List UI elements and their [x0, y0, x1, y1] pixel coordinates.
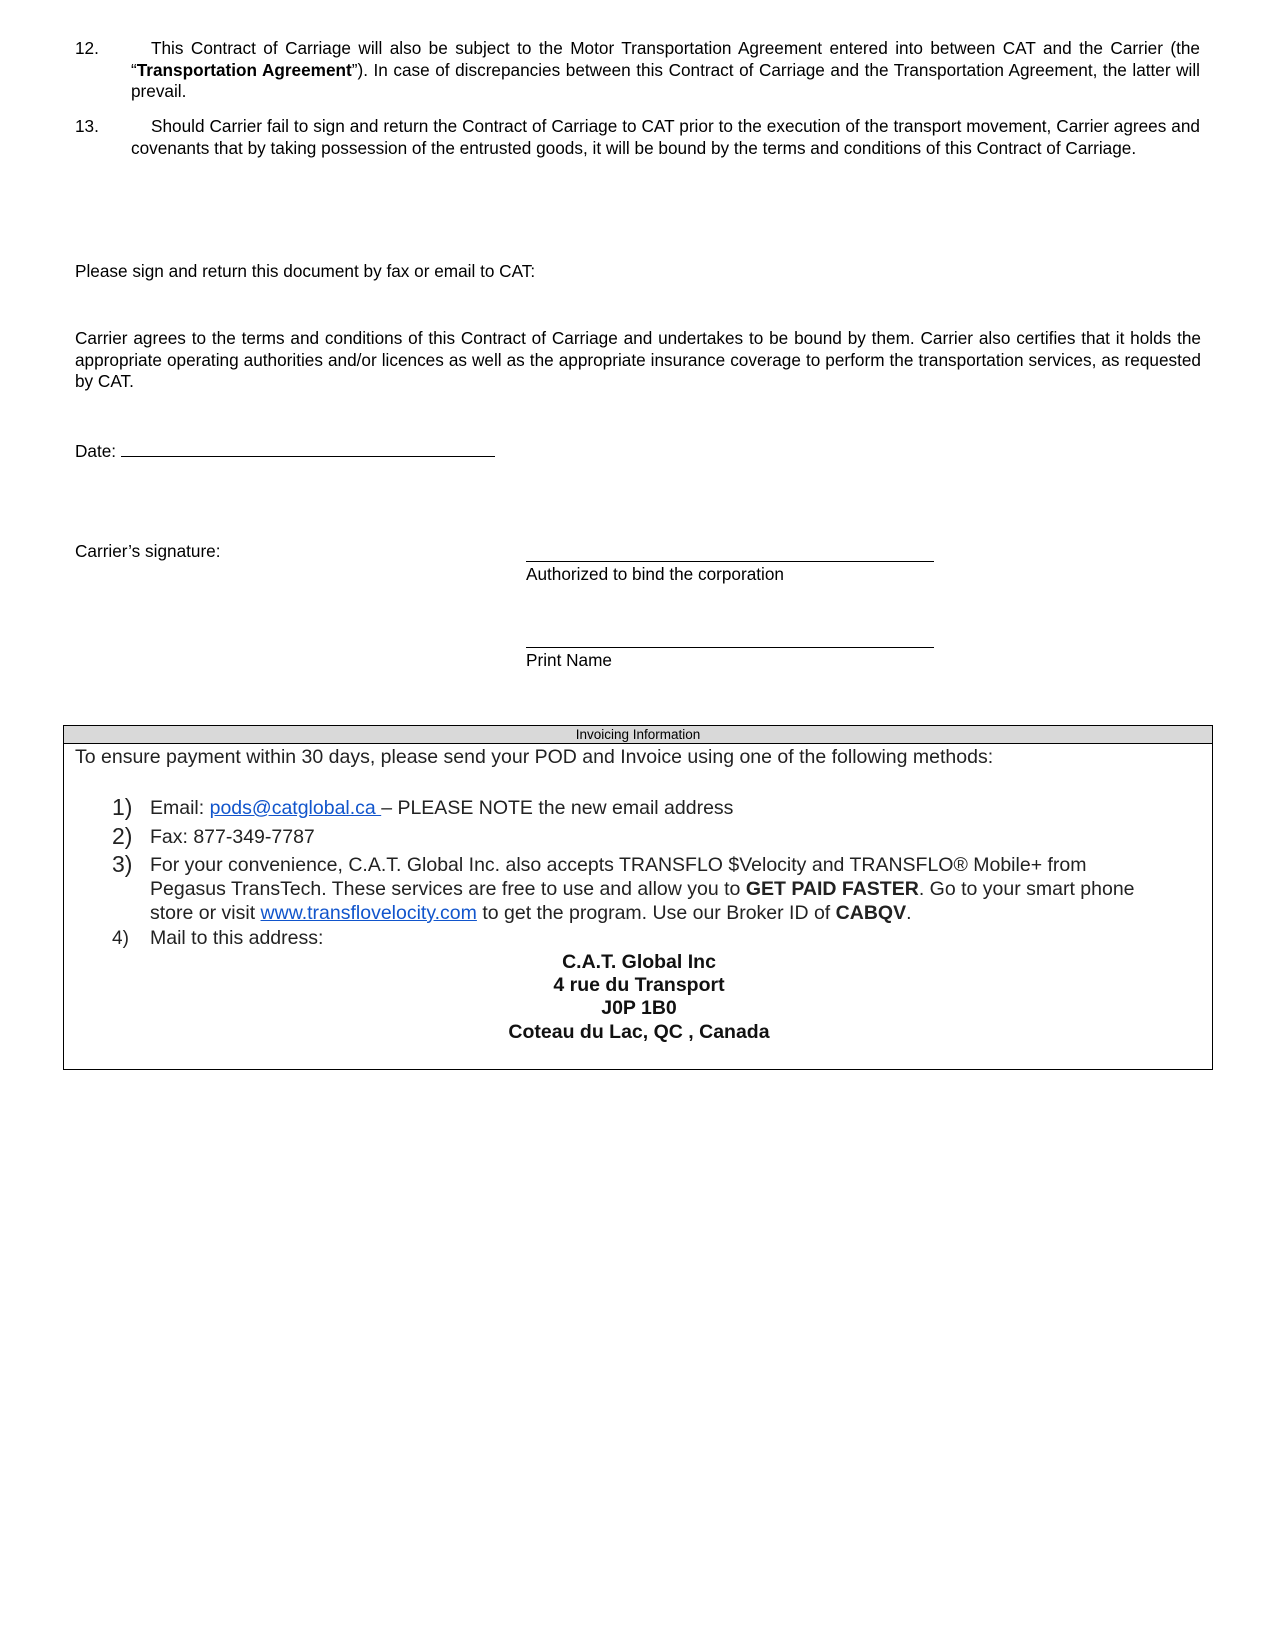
- signature-caption: Authorized to bind the corporation: [526, 564, 784, 584]
- clause-number: 13.: [75, 116, 99, 136]
- method-number: 3): [112, 851, 133, 877]
- method-transflo: 3) For your convenience, C.A.T. Global Inc. also accepts TRANSFLO $Velocity and TRANSFLO® Mobile+ from Pegasus TransTech. These services are free to use and allow you to GET PAID FASTER. Go to your smart phone store or visit www.transflovelocity.com to get the program. Use our Broker ID of CABQV.: [112, 851, 1135, 924]
- method-email: 1) Email: pods@catglobal.ca – PLEASE NOTE the new email address: [112, 794, 734, 820]
- invoicing-intro: To ensure payment within 30 days, please send your POD and Invoice using one of the following methods:: [75, 746, 994, 768]
- return-instruction: Please sign and return this document by fax or email to CAT:: [75, 261, 536, 281]
- print-name-line[interactable]: [526, 647, 934, 648]
- method-fax: 2) Fax: 877-349-7787: [112, 823, 315, 849]
- email-link[interactable]: pods@catglobal.ca: [209, 797, 382, 819]
- date-line[interactable]: [121, 439, 495, 457]
- print-name-caption: Print Name: [526, 650, 612, 670]
- clause-number: 12.: [75, 38, 99, 58]
- method-mail: 4) Mail to this address:: [112, 927, 324, 949]
- mail-address-postal: J0P 1B0: [601, 997, 677, 1019]
- emphasis: GET PAID FASTER: [745, 878, 919, 900]
- defined-term: Transportation Agreement: [136, 59, 352, 80]
- transflo-link[interactable]: www.transflovelocity.com: [260, 902, 477, 924]
- method-number: 4): [112, 928, 129, 949]
- signature-label: Carrier’s signature:: [75, 541, 221, 561]
- mail-address-company: C.A.T. Global Inc: [562, 951, 716, 973]
- clause-12: [75, 38, 1200, 103]
- clause-text: Should Carrier fail to sign and return the Contract of Carriage to CAT prior to the execution of the transport movement, Carrier agrees and covenants that by taking possession of the entrusted goods, it will be bound by the terms and conditions of this Contract of Carriage.: [131, 116, 1200, 158]
- clause-13: [75, 116, 1200, 159]
- mail-address-city: Coteau du Lac, QC , Canada: [508, 1021, 770, 1043]
- agreement-paragraph: Carrier agrees to the terms and conditions of this Contract of Carriage and undertakes to be bound by them. Carrier also certifies that it holds the appropriate operating authorities and/or licences as well as the appropriate insurance coverage to perform the transportation services, as requested by CAT.: [75, 328, 1201, 391]
- date-label: Date:: [75, 441, 117, 461]
- clause-text: This Contract of Carriage will also be subject to the Motor Transportation Agreement entered into between CAT and the Carrier (the “Transportation Agreement”). In case of discrepancies between this Contract of Carriage and the Transportation Agreement, the latter will prevail.: [131, 38, 1200, 101]
- date-field[interactable]: [75, 439, 495, 463]
- invoicing-box: [63, 725, 1213, 1070]
- method-number: 2): [112, 823, 133, 849]
- method-number: 1): [112, 794, 133, 820]
- broker-id: CABQV: [835, 902, 907, 924]
- invoicing-header: Invoicing Information: [64, 726, 1212, 744]
- signature-line[interactable]: [526, 561, 934, 562]
- mail-address-street: 4 rue du Transport: [553, 974, 725, 996]
